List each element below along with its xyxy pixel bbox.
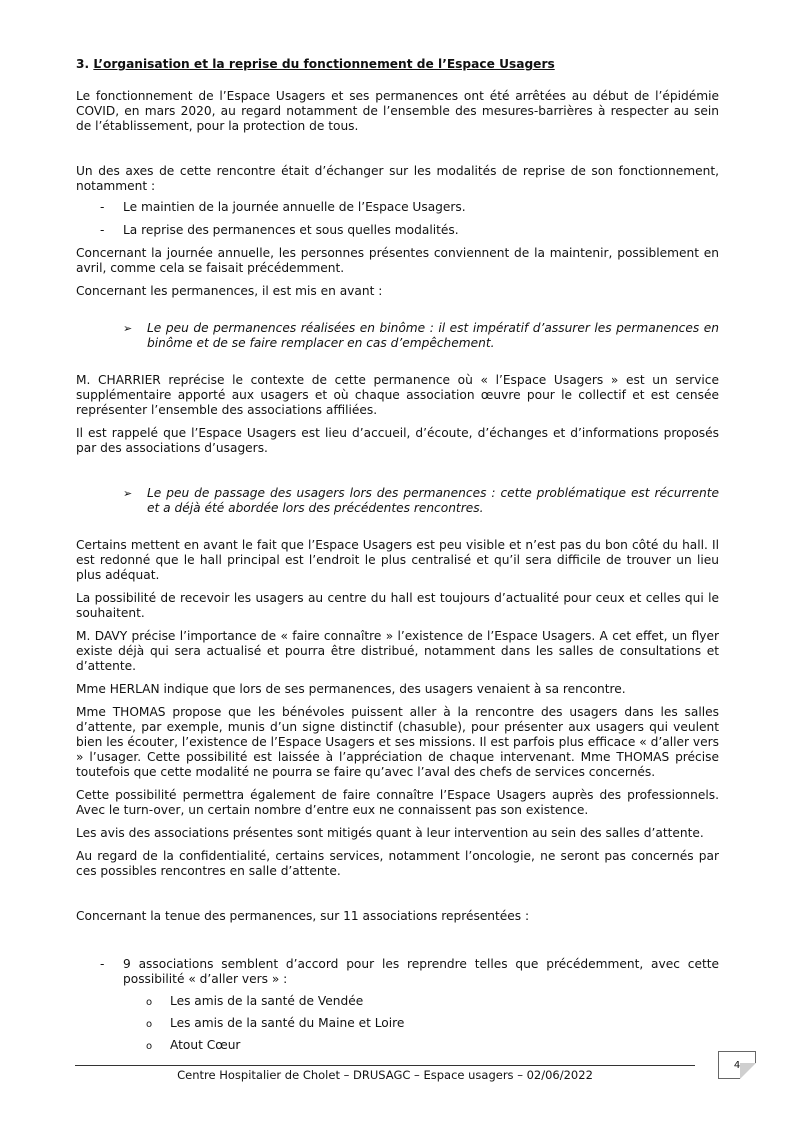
document-body [76, 57, 719, 1060]
paragraph-thomas: Mme THOMAS propose que les bénévoles puissent aller à la rencontre des usagers dans les salles d’attente, par exemple, munis d’un signe distinctif (chasuble), pour présenter aux usagers qui veulent bien les écouter, l’existence de l’Espace Usagers et ses missions. Il est parfois plus efficace « d’aller vers » l’usager. Cette possibilité est laissée à l’appréciation de chaque intervenant. Mme THOMAS précise toutefois que cette modalité ne pourra se faire qu’avec l’aval des chefs de services concernés. [76, 705, 719, 779]
paragraph-professionals: Cette possibilité permettra également de faire connaître l’Espace Usagers auprès des professionnels. Avec le turn-over, un certain nombre d’entre eux ne connaissent pas son existence. [76, 788, 719, 817]
page-fold-icon [740, 1063, 756, 1079]
paragraph-permanences-intro: Concernant les permanences, il est mis en avant : [76, 284, 383, 298]
arrow-item-passage: ➢ Le peu de passage des usagers lors des permanences : cette problématique est récurrente et a déjà été abordée lors des précédentes rencontres. [123, 486, 719, 515]
paragraph-annual-day: Concernant la journée annuelle, les personnes présentes conviennent de la maintenir, possiblement en avril, comme cela se faisait précédemment. [76, 246, 719, 275]
list-item: o Les amis de la santé de Vendée [146, 994, 364, 1008]
list-item: - La reprise des permanences et sous quelles modalités. [100, 223, 459, 237]
paragraph-reminder: Il est rappelé que l’Espace Usagers est lieu d’accueil, d’écoute, d’échanges et d’informations proposés par des associations d’usagers. [76, 426, 719, 455]
paragraph-opinions: Les avis des associations présentes sont mitigés quant à leur intervention au sein des salles d’attente. [76, 826, 704, 840]
list-item: o Les amis de la santé du Maine et Loire [146, 1016, 405, 1030]
page-number-box [718, 1051, 756, 1079]
paragraph-axes-intro: Un des axes de cette rencontre était d’échanger sur les modalités de reprise de son fonctionnement, notamment : [76, 164, 719, 193]
footer-divider [75, 1065, 695, 1066]
axes-list [76, 200, 719, 238]
associations-summary-list [76, 957, 719, 1053]
dash-marker: - [100, 223, 105, 237]
arrow-item-binome: ➢ Le peu de permanences réalisées en binôme : il est impératif d’assurer les permanences en binôme et de se faire remplacer en cas d’empêchement. [123, 321, 719, 350]
section-number: 3. [76, 57, 90, 71]
section-heading [76, 57, 719, 72]
list-item: - 9 associations semblent d’accord pour les reprendre telles que précédemment, avec cette possibilité « d’aller vers » : o Les amis de la santé de Vendée o Les amis de la santé du Maine et Loire o Atout Cœur [76, 957, 719, 1053]
circle-marker: o [146, 1019, 153, 1030]
arrow-marker: ➢ [123, 322, 133, 335]
circle-marker: o [146, 997, 153, 1008]
paragraph-hall-center: La possibilité de recevoir les usagers au centre du hall est toujours d’actualité pour ceux et celles qui le souhaitent. [76, 591, 719, 620]
dash-marker: - [100, 957, 105, 971]
associations-list [76, 994, 719, 1053]
paragraph-tenue: Concernant la tenue des permanences, sur 11 associations représentées : [76, 909, 530, 923]
paragraph-herlan: Mme HERLAN indique que lors de ses permanences, des usagers venaient à sa rencontre. [76, 682, 626, 696]
paragraph-visibility: Certains mettent en avant le fait que l’Espace Usagers est peu visible et n’est pas du bon côté du hall. Il est redonné que le hall principal est l’endroit le plus centralisé et qu’il sera difficile de trouver un lieu plus adéquat. [76, 538, 719, 582]
paragraph-charrier: M. CHARRIER reprécise le contexte de cette permanence où « l’Espace Usagers » est un service supplémentaire apporté aux usagers et où chaque association œuvre pour le collectif et est censée représenter l’ensemble des associations affiliées. [76, 373, 719, 417]
paragraph-davy: M. DAVY précise l’importance de « faire connaître » l’existence de l’Espace Usagers. A cet effet, un flyer existe déjà qui sera actualisé et pourra être distribué, notamment dans les salles de consultations et d’attente. [76, 629, 719, 673]
paragraph-confidentiality: Au regard de la confidentialité, certains services, notamment l’oncologie, ne seront pas concernés par ces possibles rencontres en salle d’attente. [76, 849, 719, 878]
circle-marker: o [146, 1041, 153, 1052]
list-item: - Le maintien de la journée annuelle de l’Espace Usagers. [100, 200, 466, 214]
page-number: 4 [733, 1060, 741, 1071]
dash-marker: - [100, 200, 105, 214]
list-item: o Atout Cœur [146, 1038, 241, 1052]
arrow-marker: ➢ [123, 487, 133, 500]
footer-text: Centre Hospitalier de Cholet – DRUSAGC – Espace usagers – 02/06/2022 [177, 1068, 593, 1082]
paragraph-covid-stop: Le fonctionnement de l’Espace Usagers et ses permanences ont été arrêtées au début de l’épidémie COVID, en mars 2020, au regard notamment de l’ensemble des mesures-barrières à respecter au sein de l’établissement, pour la protection de tous. [76, 89, 719, 133]
section-title: L’organisation et la reprise du fonctionnement de l’Espace Usagers [93, 57, 555, 71]
